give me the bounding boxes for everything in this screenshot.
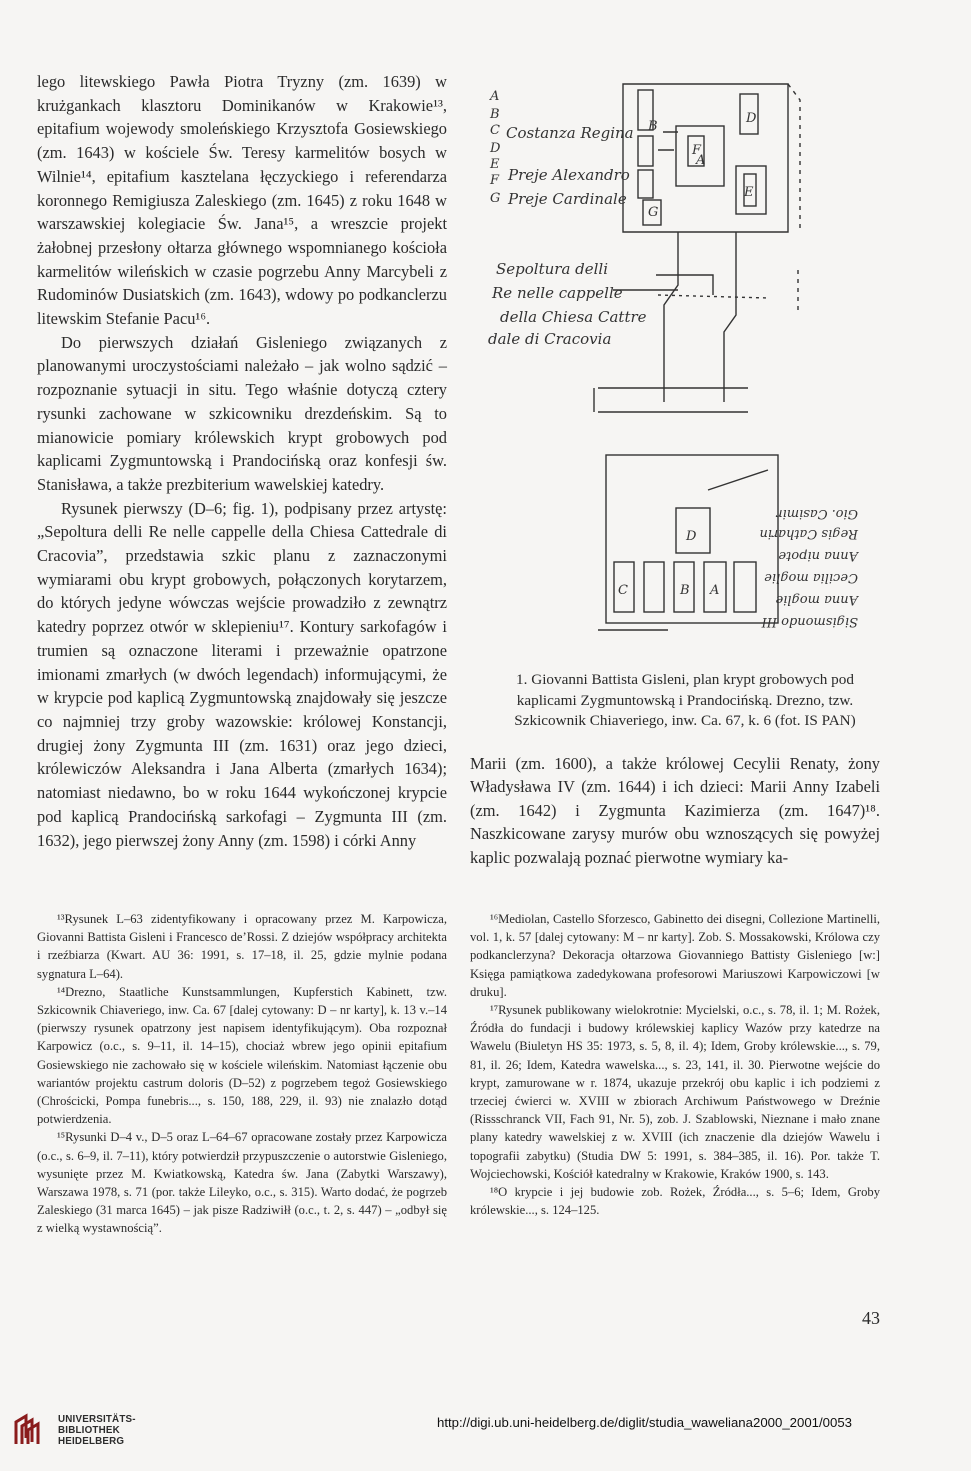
caption-line: 1. Giovanni Battista Gisleni, plan krypt grobowych pod [516,671,854,688]
box-letter: E [744,185,754,200]
legend-letter-a: A [490,89,500,104]
box-letter: D [746,111,757,126]
box-letter: F [692,143,702,158]
lower-legend-entry: Regis Catharin [759,526,858,541]
footnotes-left [37,910,447,1238]
box-letter: G [648,205,659,220]
box-letter: C [618,583,628,598]
legend-letter-d: D [490,141,501,156]
logo-line: HEIDELBERG [58,1436,125,1447]
lower-legend-entry: Gio. Casimir [776,506,858,521]
box-letter: A [710,583,720,598]
footnote: ¹⁷Rysunek publikowany wielokrotnie: Mycielski, o.c., s. 78, il. 1; M. Rożek, Źródła do fundacji i budowy królewskiej kaplicy Wazów przy katedrze na Wawelu (Biuletyn HS 35: 1973, s. 5, 8, il. 4); Idem, Groby królewskie..., s. 79, 81, il. 26; Idem, Katedra wawelska..., s. 23, 141, il. 30. Pierwotne wejście do krypt, zamurowane w r. 1874, ukazuje przekrój obu kaplic i ich podziemi z trzeciej ćwierci w. XVIII w zbiorach Archiwum Państwowego w Dreźnie (Rissschranck VII, Fach 91, Nr. 5), zob. J. Szablowski, Nieznane i mało znane plany katedry wawelskiej z w. XVIII (ich znaczenie dla dziejów Wawelu i topografii zabytku) (Studia DW 5: 1991, s. 384–385, il. 16). Por. także T. Wojciechowski, Kościół katedralny w Krakowie, Kraków 1900, s. 143. [470,1003,880,1181]
legend-letter-g: G [490,191,501,206]
footnotes-right [470,910,880,1219]
caption-line: Szkicownik Chiaveriego, inw. Ca. 67, k. 6 (fot. IS PAN) [514,712,856,729]
legend-letter-b: B [490,107,500,122]
footnote: ¹⁶Mediolan, Castello Sforzesco, Gabinetto dei disegni, Collezione Martinelli, vol. 1, k. 57 [dalej cytowany: M – nr karty]. Zob. S. Mossakowski, Królowa czy podkanclerzyna? Dekoracja ołtarzowa Giovanniego Battisty Gisleniego [w:] Księga pamiątkowa zadedykowana profesorowi Mariuszowi Karpowiczowi [w druku]. [470,912,880,999]
source-url-link[interactable]: http://digi.ub.uni-heidelberg.de/diglit/studia_waweliana2000_2001/0053 [437,1415,852,1430]
logo-line: UNIVERSITÄTS- [58,1414,136,1425]
crypt-plan-drawing [478,70,878,660]
legend-entry: Costanza Regina [506,124,634,142]
drawing-title-line: Sepoltura delli [496,260,609,278]
paragraph: Marii (zm. 1600), a także królowej Cecylii Renaty, żony Władysława IV (zm. 1644) i ich dzieci: Marii Anny Izabeli (zm. 1642) i Zygmunta Kazimierza (zm. 1647)¹⁸. Naszkicowane zarysy murów obu wznoszących się powyżej kaplic pozwalają poznać pierwotne wymiary ka- [470,754,880,867]
drawing-title-line: dale di Cracovia [488,330,612,348]
library-logo-icon [12,1412,48,1448]
figure-caption [470,670,900,732]
lower-legend-entry: Cecilia moglie [764,570,858,585]
legend-entry: Preje Cardinale [508,190,627,208]
footnote: ¹⁴Drezno, Staatliche Kunstsammlungen, Kupferstich Kabinett, tzw. Szkicownik Chiaveriego, inw. Ca. 67 [dalej cytowany: D – nr karty], k. 13 v.–14 (pierwszy rysunek opatrzony jest napisem identyfikującym). Oba rozpoznał Karpowicz (o.c., s. 9–11, il. 14–15), chociaż wbrew jego opinii epitafium Gosiewskiego nie zachowało się w kościele wileńskim. Natomiast łączenie obu wariantów projektu castrum doloris (D–52) z pogrzebem tegoż Gosiewskiego (Chrościcki, Pompa funebris..., s. 150, 188, 229, il. 93) nie znalazło dotąd potwierdzenia. [37,984,447,1127]
page-number: 43 [862,1308,880,1328]
box-letter: A [696,153,706,168]
main-text-left-column [37,70,447,852]
legend-entry: Preje Alexandro [508,166,630,184]
footnote: ¹³Rysunek L–63 zidentyfikowany i opracowany przez M. Karpowicza, Giovanni Battista Gisleni i Francesco de’Rossi. Z dziejów współpracy architekta i rzeźbiarza (Kwart. AU 36: 1991, s. 17–18, il. 25, gdzie mylnie podana sygnatura L–64). [37,912,447,981]
library-logo[interactable] [12,1412,162,1454]
main-text-right-column [470,752,880,869]
box-letter: B [680,583,690,598]
legend-letter-f: F [490,173,500,188]
logo-line: BIBLIOTHEK [58,1425,120,1436]
caption-line: kaplicami Zygmuntowską i Prandocińską. Drezno, tzw. [516,691,854,709]
crypt-plan-sketch [478,70,878,660]
drawing-title-line: della Chiesa Cattre [500,308,647,326]
footnote: ¹⁸O krypcie i jej budowie zob. Rożek, Źródła..., s. 5–6; Idem, Groby królewskie..., s. 124–125. [470,1185,880,1218]
paragraph: Rysunek pierwszy (D–6; fig. 1), podpisany przez artystę: „Sepoltura delli Re nelle cappelle della Chiesa Cattedrale di Cracovia”, przedstawia szkic planu z zaznaczonymi wymiarami obu krypt grobowych, połączonych korytarzem, do których jedyne wówczas wejście prowadziło z zewnątrz katedry poprzez otwór w sklepieniu¹⁷. Kontury sarkofagów i trumien są oznaczone literami i przeważnie opatrzone imionami zmarłych (w dwóch legendach) informującymi, że w krypcie pod kaplicą Zygmuntowską znajdowały się jeszcze co najmniej trzy groby wazowskie: królowej Konstancji, drugiej żony Zygmunta III (zm. 1631) oraz jego dzieci, królewiczów Aleksandra i Jana Alberta (zmarłych 1634); natomiast niedawno, bo w roku 1644 wykończonej krypcie pod kaplicą Prandocińską sarkofagi – Zygmunta III (zm. 1632), jego pierwszej żony Anny (zm. 1598) i córki Anny [37,498,447,850]
lower-legend-entry: Sigismondo III [761,614,858,629]
box-letter: B [648,119,658,134]
lower-legend-entry: Anna moglie [775,592,858,607]
legend-letter-c: C [490,123,500,138]
library-logo-text [58,1414,136,1447]
paragraph: lego litewskiego Pawła Piotra Tryzny (zm. 1639) w krużgankach klasztoru Dominikanów w Krakowie¹³, epitafium wojewody smoleńskiego Krzysztofa Gosiewskiego (zm. 1643) w kościele Św. Teresy karmelitów bosych w Wilnie¹⁴, epitafium kasztelana łęczyckiego i referendarza koronnego Remigiusza Zaleskiego (zm. 1645) z roku 1648 w warszawskiej kolegiacie Św. Jana¹⁵, a wreszcie projekt żałobnej przesłony ołtarza głównego wspomnianego kościoła karmelitów wileńskich w czasie pogrzebu Anny Marcybeli z Rudominów Dusiatskich (zm. 1643), wdowy po podkanclerzu litewskim Stefanie Pacu¹⁶. [37,72,447,329]
lower-legend-entry: Anna nipote [778,548,858,563]
paragraph: Do pierwszych działań Gisleniego związanych z planowanymi uroczystościami należało – jak wolno sądzić – rozpoznanie sytuacji in situ. Tego właśnie dotyczą cztery rysunki zachowane w szkicowniku drezdeńskim. Są to mianowicie pomiary królewskich krypt grobowych pod kaplicami Zygmuntowską i Prandocińską oraz konfesji św. Stanisława, a także prezbiterium wawelskiej katedry. [37,332,447,494]
drawing-title-line: Re nelle cappelle [492,284,623,302]
legend-letter-e: E [490,157,500,172]
footnote: ¹⁵Rysunki D–4 v., D–5 oraz L–64–67 opracowane zostały przez Karpowicza (o.c., s. 6–9, il. 7–11), który potwierdził przypuszczenie o autorstwie Gisleniego, wysunięte przez M. Kwiatkowską, Katedra św. Jana (Zabytki Warszawy), Warszawa 1978, s. 71 (por. także Lileyko, o.c., s. 315). Warto dodać, że pogrzeb Zaleskiego (31 marca 1645) – jak pisze Radziwiłł (o.c., t. 2, s. 447) – „odbył się z wielką wystawnością”. [37,1130,447,1236]
box-letter: D [686,529,697,544]
